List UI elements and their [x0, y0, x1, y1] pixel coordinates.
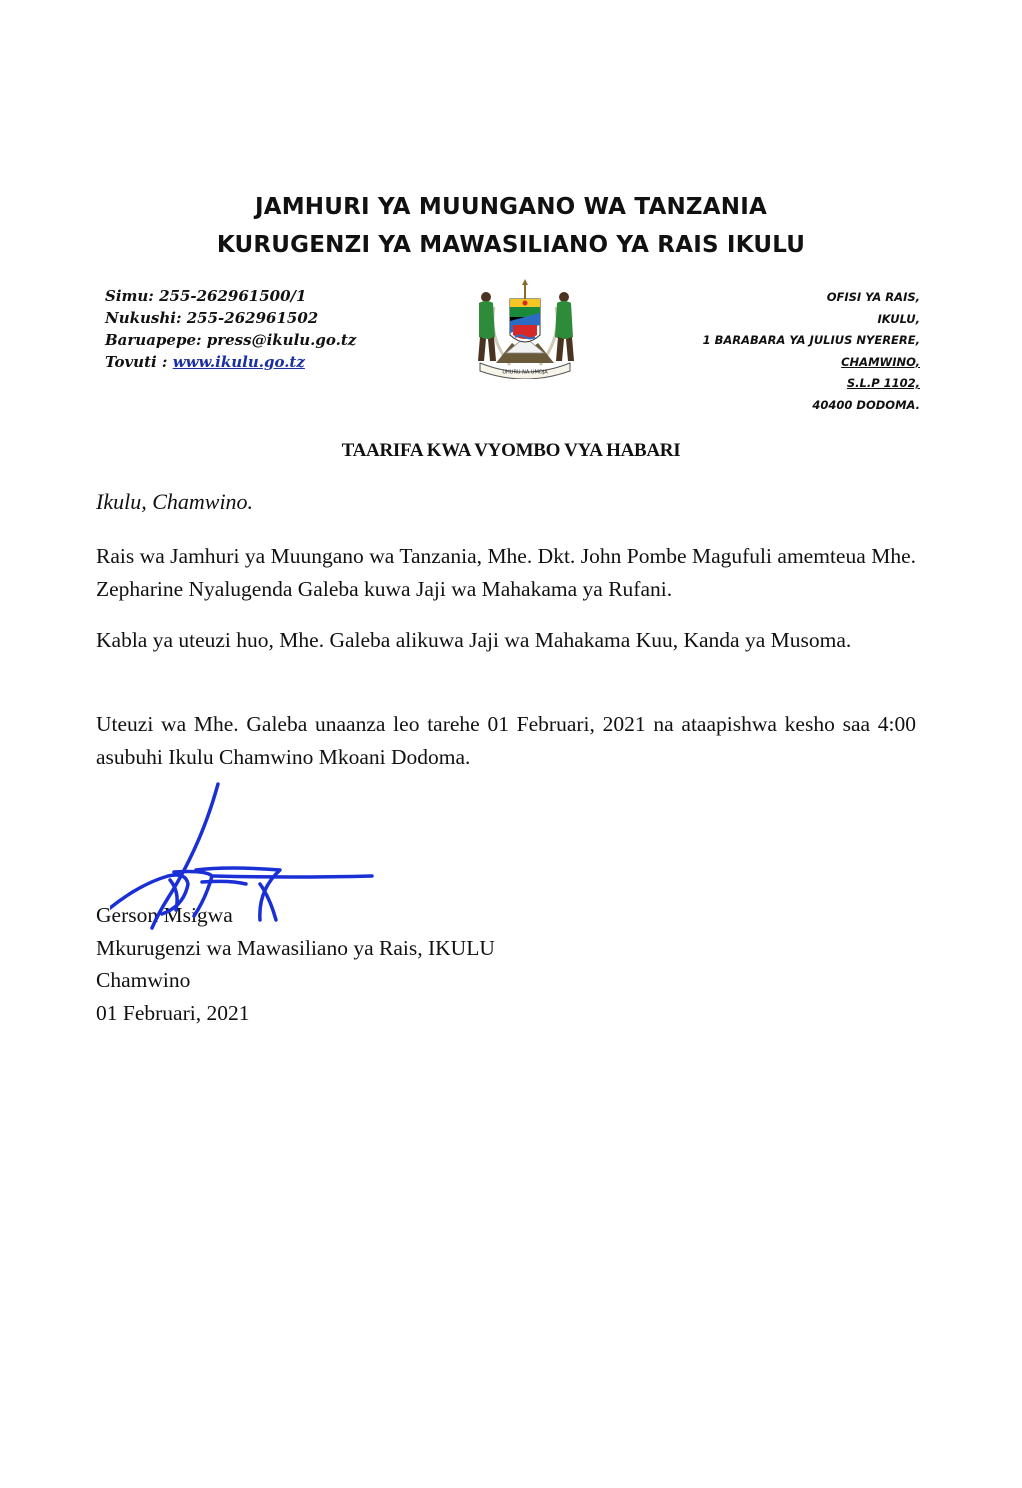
paragraph-2: Kabla ya uteuzi huo, Mhe. Galeba alikuwa Jaji wa Mahakama Kuu, Kanda ya Musoma. — [96, 628, 852, 652]
emblem-motto: UHURU NA UMOJA — [502, 369, 548, 376]
address-line1: OFISI YA RAIS, — [826, 290, 920, 304]
coat-of-arms-icon — [466, 277, 584, 379]
address-line6: 40400 DODOMA. — [812, 397, 920, 412]
website-label: Tovuti : — [105, 353, 173, 371]
place-line: Ikulu, Chamwino. — [96, 489, 254, 514]
email-address: Baruapepe: press@ikulu.go.tz — [105, 331, 357, 349]
address-block — [703, 287, 920, 416]
signatory-location: Chamwino — [96, 968, 191, 992]
paragraph-1: Rais wa Jamhuri ya Muungano wa Tanzania, Mhe. Dkt. John Pombe Magufuli amemteua Mhe. Zepharine Nyalugenda Galeba kuwa Jaji wa Mahakama ya Rufani. — [96, 544, 916, 601]
phone-number: Simu: 255-262961500/1 — [105, 287, 307, 305]
signature-date: 01 Februari, 2021 — [96, 1000, 250, 1025]
signatory-name: Gerson Msigwa — [96, 903, 233, 927]
website-line — [105, 351, 356, 373]
address-line3: 1 BARABARA YA JULIUS NYERERE, — [702, 333, 920, 347]
contact-block — [105, 285, 356, 373]
fax-number: Nukushi: 255-262961502 — [105, 309, 319, 327]
handwritten-signature-icon — [110, 780, 385, 930]
document-heading: TAARIFA KWA VYOMBO VYA HABARI — [341, 440, 681, 461]
address-line4: CHAMWINO, — [841, 354, 920, 369]
paragraph-3: Uteuzi wa Mhe. Galeba unaanza leo tarehe 01 Februari, 2021 na ataapishwa kesho saa 4:00 asubuhi Ikulu Chamwino Mkoani Dodoma. — [96, 712, 916, 769]
address-line5: S.L.P 1102, — [846, 376, 920, 390]
signatory-title: Mkurugenzi wa Mawasiliano ya Rais, IKULU — [96, 935, 495, 960]
website-link[interactable]: www.ikulu.go.tz — [172, 353, 305, 371]
address-line2: IKULU, — [877, 311, 920, 326]
header-title-line2: KURUGENZI YA MAWASILIANO YA RAIS IKULU — [216, 232, 806, 258]
header-title-line1: JAMHURI YA MUUNGANO WA TANZANIA — [254, 194, 768, 220]
